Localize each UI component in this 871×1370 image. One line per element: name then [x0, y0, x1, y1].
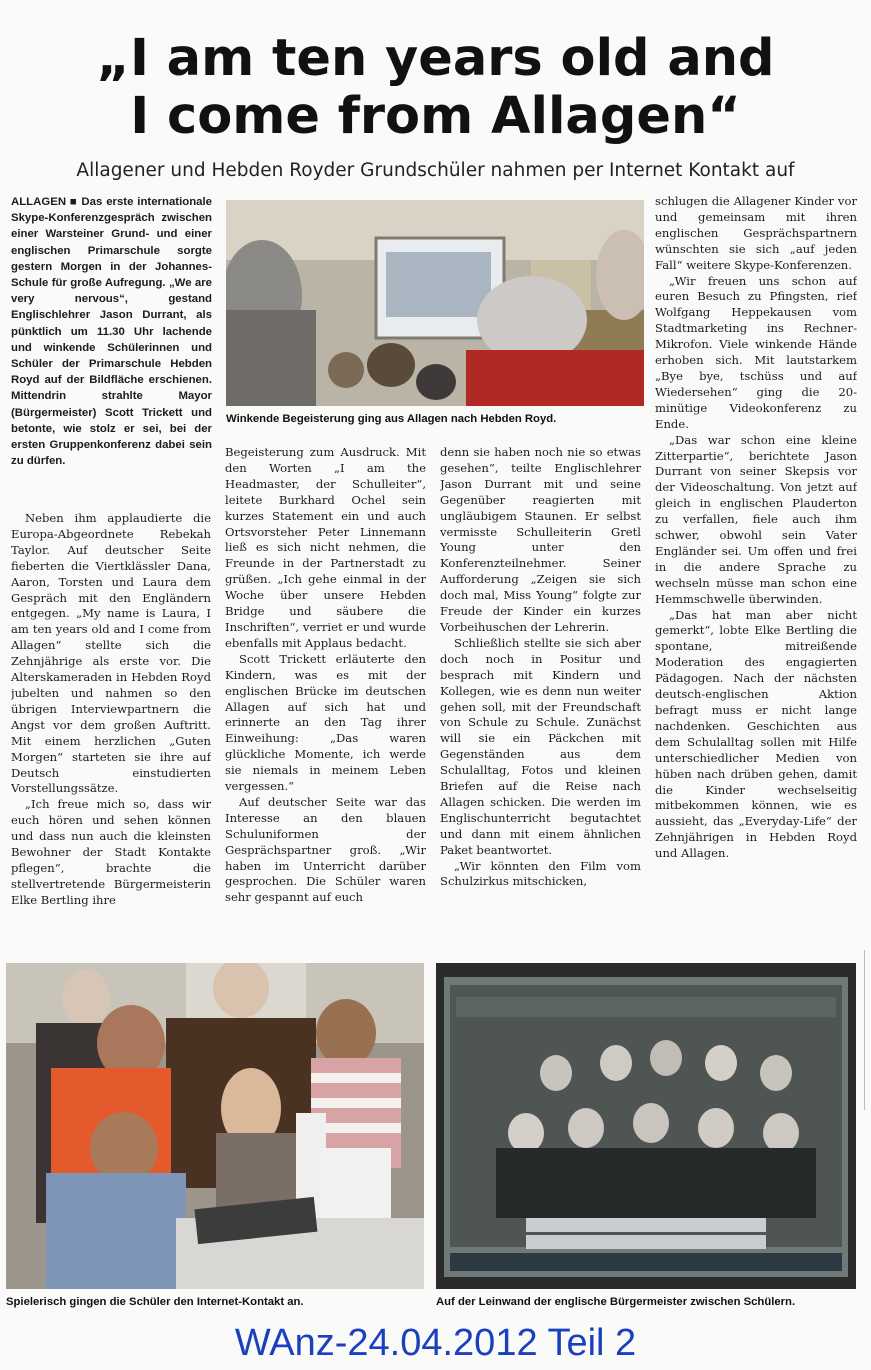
column-1	[11, 511, 211, 949]
column-4-paragraph: „Wir freuen uns schon auf euren Besuch zu Pfingsten, rief Wolfgang Heppekausen vom Stadtmarketing ins Rechner-Mikrofon. Viele winkende Hände erhoben sich. Mit lautstarkem „Bye bye, tschüss und auf Wiedersehen“ ging die 20-minütige Videokonferenz zu Ende.	[655, 273, 857, 431]
column-3-paragraph: „Wir könnten den Film vom Schulzirkus mitschicken,	[440, 858, 641, 889]
column-4-paragraph: „Das war schon eine kleine Zitterpartie“, berichtete Jason Durrant von seiner Skepsis vor der Videoschaltung. Von jetzt auf gleich in englischen Plauderton zu verfallen, fiele auch ihm schwer, obwohl sein Vater Engländer sei. Um offen und frei in die andere Sprache zu wechseln müsse man schon eine Hemmschwelle überwinden.	[655, 432, 857, 606]
column-1-paragraph: Neben ihm applaudierte die Europa-Abgeordnete Rebekah Taylor. Auf deutscher Seite fieberten die Viertklässler Dana, Aaron, Torsten und Laura dem Gespräch mit den Engländern entgegen. „My name is Laura, I am ten years old and I come from Allagen“ stellte sich die Zehnjährige als erste vor. Die Alterskameraden in Hebden Royd jubelten und nahmen so den übrigen Interviewpartnern die Angst vor dem großen Auftritt. Mit einem herzlichen „Guten Morgen“ starteten sie ihre auf Deutsch einstudierten Vorstellungssätze.	[11, 511, 211, 796]
photo-children-at-laptop-image	[6, 963, 424, 1289]
lead-text: ALLAGEN ■ Das erste internationale Skype-Konferenzgespräch zwischen einer Warsteiner Grund- und einer englischen Primarschule sorgte gestern Morgen in der Johannes-Schule für große Aufregung. „We are very nervous“, gestand Englischlehrer Jason Durrant, als pünktlich um 11.30 Uhr lachende und winkende Schülerinnen und Schüler der Primarschule Hebden Royd auf der Bildfläche erschienen. Mittendrin strahlte Mayor (Bürgermeister) Scott Trickett und betonte, wie stolz er sei, bei der ersten Gruppenkonferenz dabei sein zu dürfen.	[11, 196, 212, 468]
caption-bottom-right-photo: Auf der Leinwand der englische Bürgermeister zwischen Schülern.	[436, 1296, 796, 1308]
column-4-paragraph: „Das hat man aber nicht gemerkt“, lobte Elke Bertling die spontane, mitreißende Moderation des engagierten Pädagogen. Nach der nächsten deutsch-englischen Aktion befragt muss er nicht lange nachdenken. Geschichten aus dem Schulalltag sollen mit Hilfe unterschiedlicher Medien von hüben nach drüben gehen, damit die Kinder wechselseitig mitbekommen können, wie es aussieht, das „Everyday-Life“ der Zehnjährigen in Hebden Royd und Allagen.	[655, 607, 857, 861]
column-2	[225, 445, 426, 949]
photo-screen-projection-image	[436, 963, 856, 1289]
headline-line-2: I come from Allagen“	[130, 87, 741, 146]
caption-top-photo: Winkende Begeisterung ging aus Allagen nach Hebden Royd.	[226, 413, 557, 425]
column-1-paragraph: „Ich freue mich so, dass wir euch hören und sehen können und dass nun auch die kleinsten Bewohner der Stadt Kontakte pflegen“, brachte die stellvertretende Bürgermeisterin Elke Bertling ihre	[11, 797, 211, 907]
column-3	[440, 445, 641, 949]
photo-waving-children	[226, 200, 644, 406]
caption-bottom-left-photo: Spielerisch gingen die Schüler den Internet-Kontakt an.	[6, 1296, 304, 1308]
headline	[0, 30, 871, 146]
column-4-paragraph: schlugen die Allagener Kinder vor und gemeinsam mit ihren englischen Gesprächspartnern wünschten sie sich „auf jeden Fall“ weitere Skype-Konferenzen.	[655, 194, 857, 272]
photo-waving-children-image	[226, 200, 644, 406]
headline-line-1: „I am ten years old and	[96, 29, 775, 88]
column-3-paragraph: denn sie haben noch nie so etwas gesehen“, teilte Englischlehrer Jason Durrant mit und seine Gegenüber reagierten mit ungläubigem Staunen. Er selbst vermisste Schulleiterin Gretl Young unter den Konferenzteilnehmer. Seiner Aufforderung „Zeigen sie sich doch mal, Miss Young“ folgte zur Freude der Kinder ein kurzes Vorbeihuschen der Lehrerin.	[440, 445, 641, 634]
source-footer: WAnz-24.04.2012 Teil 2	[234, 1322, 637, 1364]
column-2-paragraph: Scott Trickett erläuterte den Kindern, was es mit der englischen Brücke im deutschen Allagen auf sich hat und erinnerte an den Tag ihrer Einweihung: „Das waren glückliche Momente, ich werde sie niemals in meinem Leben vergessen.“	[225, 651, 426, 794]
subheadline: Allagener und Hebden Royder Grundschüler nahmen per Internet Kontakt auf	[76, 160, 795, 181]
column-4	[655, 194, 857, 949]
column-3-paragraph: Schließlich stellte sie sich aber doch noch in Positur und besprach mit Kindern und Kollegen, wie es denn nun weiter gehen soll, mit der Freundschaft von Schule zu Schule. Zunächst will sie ein Päckchen mit Gegenständen aus dem Schulalltag, Fotos und kleinen Briefen auf die Reise nach Allagen schicken. Die werden im Englischunterricht begutachtet und dann mit einem ähnlichen Paket beantwortet.	[440, 635, 641, 857]
lead-paragraph	[11, 194, 212, 498]
column-2-paragraph: Begeisterung zum Ausdruck. Mit den Worten „I am the Headmaster, der Schulleiter“, leitete Burkhard Ochel sein kurzes Statement ein und auch Ortsvorsteher Peter Linnemann ließ es sich nicht nehmen, die Freunde in der Partnerstadt zu grüßen. „Ich gehe einmal in der Woche über unsere Hebden Bridge und säubere die Inschriften“, verriet er und wurde ebenfalls mit Applaus bedacht.	[225, 445, 426, 650]
right-margin-divider	[864, 950, 865, 1110]
photo-screen-projection	[436, 963, 856, 1289]
column-2-paragraph: Auf deutscher Seite war das Interesse an den blauen Schuluniformen der Gesprächspartner groß. „Wir haben im Unterricht darüber gesprochen. Die Schüler waren sehr gespannt auf euch	[225, 794, 426, 905]
photo-children-at-laptop	[6, 963, 424, 1289]
